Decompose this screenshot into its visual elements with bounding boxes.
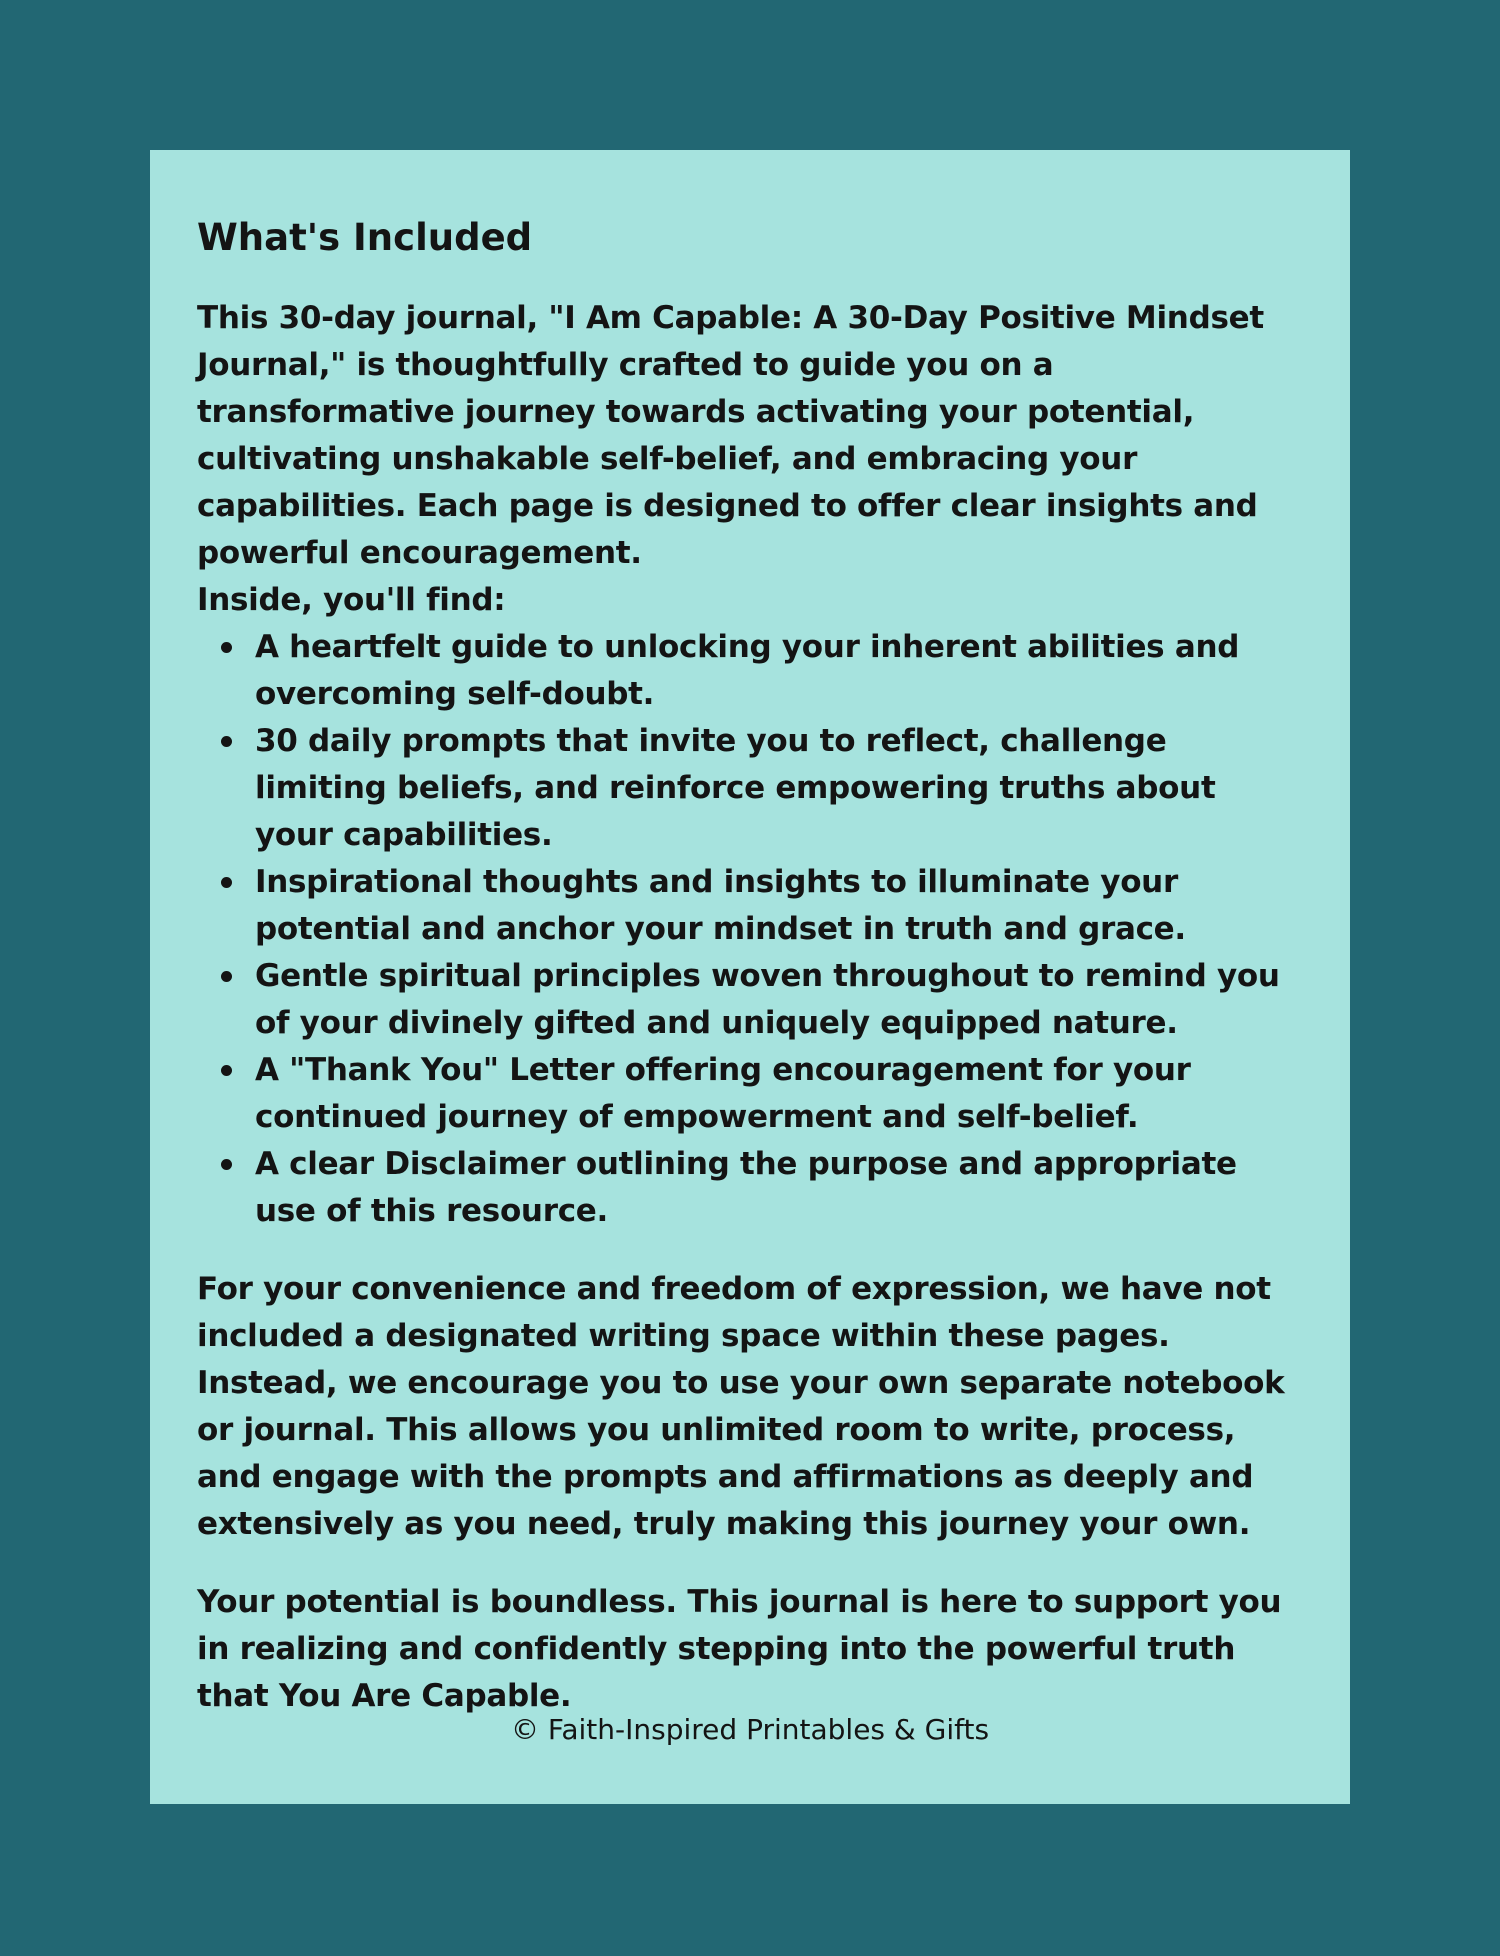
list-item bbox=[255, 1047, 1302, 1141]
list-item-text: A clear Disclaimer outlining the purpose and appropriate use of this resource. bbox=[255, 1146, 1237, 1230]
page-title: What's Included bbox=[197, 216, 533, 259]
list-item-text: 30 daily prompts that invite you to reflect, challenge limiting beliefs, and reinforce empowering truths about your capabilities. bbox=[255, 723, 1216, 854]
list-item bbox=[255, 859, 1302, 953]
copyright-footer: © Faith-Inspired Printables & Gifts bbox=[510, 1713, 990, 1746]
bullet-icon bbox=[221, 971, 232, 982]
bullet-icon bbox=[221, 1065, 232, 1076]
list-item-text: A "Thank You" Letter offering encouragement for your continued journey of empowerment and self-belief. bbox=[255, 1052, 1191, 1136]
list-item bbox=[255, 1141, 1302, 1235]
included-list bbox=[197, 624, 1302, 1235]
content-card bbox=[150, 150, 1350, 1804]
intro-paragraph: This 30-day journal, "I Am Capable: A 30-Day Positive Mindset Journal," is thoughtfully crafted to guide you on a transformative journey towards activating your potential, cultivating unshakable self-belief, and embracing your capabilities. Each page is designed to offer clear insights and powerful encouragement. bbox=[197, 300, 1264, 572]
bullet-icon bbox=[221, 1159, 232, 1170]
inside-label: Inside, you'll find: bbox=[197, 582, 506, 619]
list-item-text: A heartfelt guide to unlocking your inherent abilities and overcoming self-doubt. bbox=[255, 629, 1240, 713]
list-item bbox=[255, 953, 1302, 1047]
convenience-paragraph: For your convenience and freedom of expression, we have not included a designated writing space within these pages. Instead, we encourage you to use your own separate notebook or journal. This allows you unlimited room to write, process, and engage with the prompts and affirmations as deeply and extensively as you need, truly making this journey your own. bbox=[197, 1271, 1285, 1543]
list-item-text: Gentle spiritual principles woven throughout to remind you of your divinely gifted and uniquely equipped nature. bbox=[255, 958, 1280, 1042]
bullet-icon bbox=[221, 642, 232, 653]
list-item-text: Inspirational thoughts and insights to illuminate your potential and anchor your mindset in truth and grace. bbox=[255, 864, 1186, 948]
list-item bbox=[255, 624, 1302, 718]
closing-paragraph: Your potential is boundless. This journal is here to support you in realizing and confidently stepping into the powerful truth that You Are Capable. bbox=[197, 1584, 1282, 1715]
bullet-icon bbox=[221, 736, 232, 747]
list-item bbox=[255, 718, 1302, 859]
bullet-icon bbox=[221, 877, 232, 888]
